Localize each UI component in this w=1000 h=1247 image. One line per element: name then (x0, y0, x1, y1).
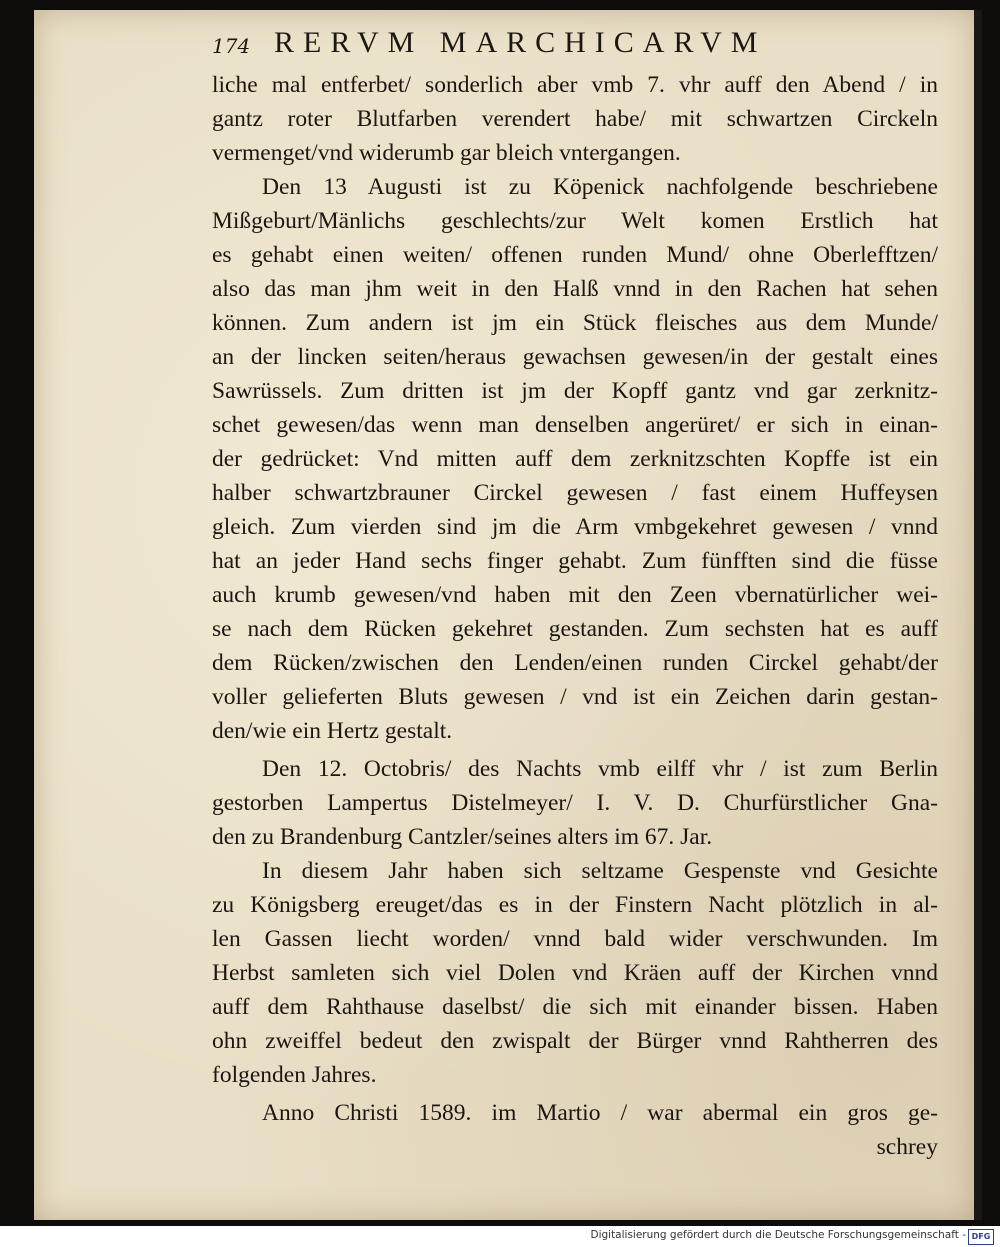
text-line: der gedrücket: Vnd mitten auff dem zerknitzschten Kopffe ist ein (212, 446, 938, 472)
text-line: ohn zweiffel bedeut den zwispalt der Bürger vnnd Rahtherren des (212, 1028, 938, 1054)
text-line: gestorben Lampertus Distelmeyer/ I. V. D. Churfürstlicher Gna- (212, 790, 938, 816)
text-line: können. Zum andern ist jm ein Stück fleisches aus dem Munde/ (212, 310, 938, 336)
text-line: Sawrüssels. Zum dritten ist jm der Kopff gantz vnd gar zerknitz- (212, 378, 938, 404)
catchword: schrey (876, 1134, 938, 1160)
text-line: folgenden Jahres. (212, 1062, 377, 1088)
text-line: gleich. Zum vierden sind jm die Arm vmbgekehret gewesen / vnnd (212, 514, 938, 540)
text-line: Mißgeburt/Mänlichs geschlechts/zur Welt komen Erstlich hat (212, 208, 938, 234)
text-line: halber schwartzbrauner Circkel gewesen / fast einem Huffeysen (212, 480, 938, 506)
text-line: es gehabt einen weiten/ offenen runden Mund/ ohne Oberlefftzen/ (212, 242, 938, 268)
text-line: den zu Brandenburg Cantzler/seines alters im 67. Jar. (212, 824, 713, 850)
text-line: gantz roter Blutfarben verendert habe/ mit schwartzen Circkeln (212, 106, 938, 132)
page-header (212, 26, 892, 66)
text-line: Anno Christi 1589. im Martio / war abermal ein gros ge- (262, 1100, 938, 1126)
text-line: se nach dem Rücken gekehret gestanden. Zum sechsten hat es auff (212, 616, 938, 642)
funding-credit: Digitalisierung gefördert durch die Deutsche Forschungsgemeinschaft - (590, 1229, 966, 1241)
text-line: Herbst samleten sich viel Dolen vnd Kräen auff der Kirchen vnnd (212, 960, 938, 986)
text-line: also das man jhm weit in den Halß vnnd in den Rachen hat sehen (212, 276, 938, 302)
text-line: len Gassen liecht worden/ vnnd bald wider verschwunden. Im (212, 926, 938, 952)
page-edge (974, 10, 982, 1220)
text-line: vermenget/vnd widerumb gar bleich vntergangen. (212, 140, 681, 166)
text-line: In diesem Jahr haben sich seltzame Gespenste vnd Gesichte (262, 858, 938, 884)
text-line: hat an jeder Hand sechs finger gehabt. Zum fünfften sind die füsse (212, 548, 938, 574)
text-line: Den 13 Augusti ist zu Köpenick nachfolgende beschriebene (262, 174, 938, 200)
page-number: 174 (212, 34, 251, 58)
running-title: RERVM MARCHICARVM (274, 26, 767, 59)
text-line: liche mal entferbet/ sonderlich aber vmb 7. vhr auff den Abend / in (212, 72, 938, 98)
dfg-logo: DFG (968, 1229, 994, 1245)
digitization-footer (0, 1226, 1000, 1247)
text-line: auff dem Rahthause daselbst/ die sich mit einander bissen. Haben (212, 994, 938, 1020)
text-line: den/wie ein Hertz gestalt. (212, 718, 453, 744)
text-line: dem Rücken/zwischen den Lenden/einen runden Circkel gehabt/der (212, 650, 938, 676)
text-line: voller gelieferten Bluts gewesen / vnd ist ein Zeichen darin gestan- (212, 684, 938, 710)
text-line: schet gewesen/das wenn man denselben angerüret/ er sich in einan- (212, 412, 938, 438)
body-text (212, 68, 938, 1164)
text-line: Den 12. Octobris/ des Nachts vmb eilff vhr / ist zum Berlin (262, 756, 938, 782)
text-line: auch krumb gewesen/vnd haben mit den Zeen vbernatürlicher wei- (212, 582, 938, 608)
text-line: an der lincken seiten/heraus gewachsen gewesen/in der gestalt eines (212, 344, 938, 370)
text-line: zu Königsberg ereuget/das es in der Finstern Nacht plötzlich in al- (212, 892, 938, 918)
